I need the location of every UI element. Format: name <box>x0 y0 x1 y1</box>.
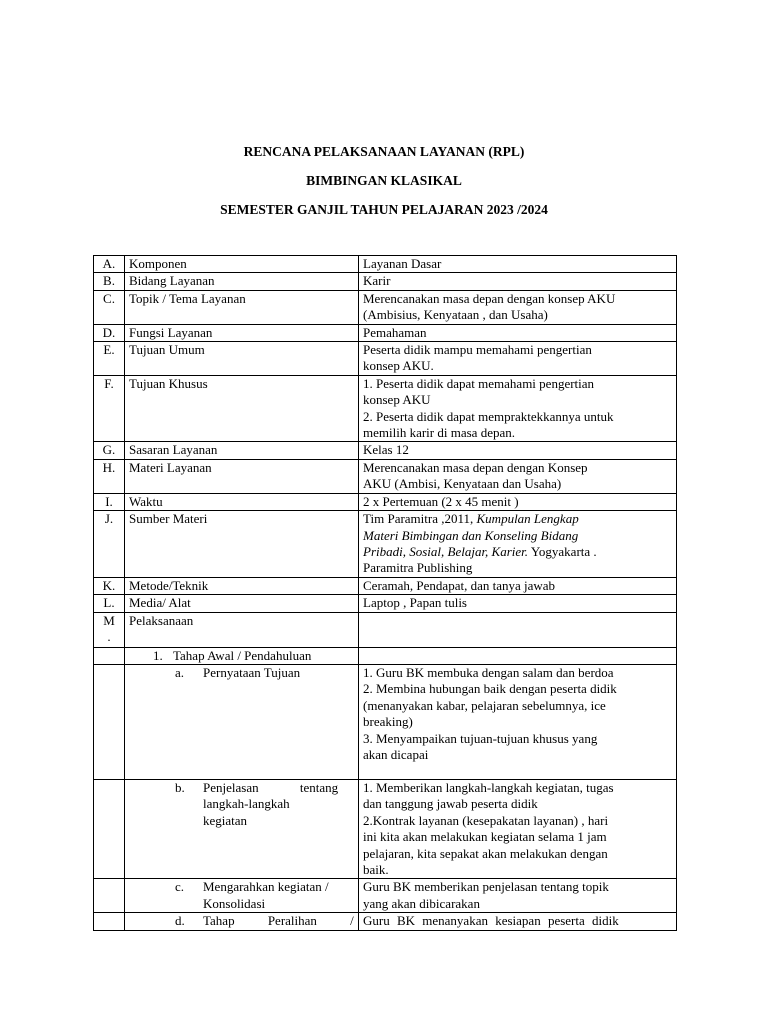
value-line: (menanyakan kabar, pelajaran sebelumnya, ice <box>363 697 606 713</box>
row-value: 2 x Pertemuan (2 x 45 menit ) <box>359 493 677 510</box>
table-row <box>94 647 677 664</box>
value-line: AKU (Ambisi, Kenyataan dan Usaha) <box>363 476 562 492</box>
row-code: J. <box>94 511 125 578</box>
title-line-3: SEMESTER GANJIL TAHUN PELAJARAN 2023 /2024 <box>220 202 548 217</box>
row-value <box>359 647 677 664</box>
source-city: Yogyakarta . <box>528 543 597 559</box>
row-value <box>359 612 677 647</box>
row-value: Karir <box>359 273 677 290</box>
table-row <box>94 913 677 930</box>
value-line: akan dicapai <box>363 746 429 762</box>
table-row <box>94 511 677 578</box>
row-label: Metode/Teknik <box>125 577 359 594</box>
value-line: breaking) <box>363 714 413 730</box>
row-label: Tujuan Khusus <box>125 375 359 442</box>
value-line: Merencanakan masa depan dengan Konsep <box>363 459 588 475</box>
row-value <box>359 664 677 779</box>
sub-step-title: Tahap Peralihan / <box>203 913 354 929</box>
row-code: G. <box>94 442 125 459</box>
row-label: Media/ Alat <box>125 595 359 612</box>
value-line: 1. Guru BK membuka dengan salam dan berdoa <box>363 664 614 680</box>
sub-step-label <box>125 664 359 779</box>
table-row <box>94 324 677 341</box>
table-row <box>94 273 677 290</box>
sub-step-label <box>125 879 359 913</box>
sub-step-title: Penjelasan tentang <box>203 779 339 795</box>
stage-title: Tahap Awal / Pendahuluan <box>173 647 312 663</box>
table-row <box>94 612 677 647</box>
value-line: memilih karir di masa depan. <box>363 425 515 441</box>
row-value: Guru BK menanyakan kesiapan peserta didik <box>359 913 677 930</box>
row-label: Sumber Materi <box>125 511 359 578</box>
value-line: yang akan dibicarakan <box>363 895 480 911</box>
row-code <box>94 664 125 779</box>
sub-step-title: Pernyataan Tujuan <box>203 664 301 680</box>
value-line: Merencanakan masa depan dengan konsep AKU <box>363 290 616 306</box>
value-line: Paramitra Publishing <box>363 560 473 576</box>
value-line: baik. <box>363 861 389 877</box>
table-row <box>94 256 677 273</box>
source-title-part: Kumpulan Lengkap <box>476 511 579 527</box>
table-row <box>94 459 677 493</box>
value-line: 1. Memberikan langkah-langkah kegiatan, tugas <box>363 779 614 795</box>
sub-step-letter: a. <box>175 664 185 680</box>
row-label: Fungsi Layanan <box>125 324 359 341</box>
sub-step-title: kegiatan <box>203 812 248 828</box>
row-value: Kelas 12 <box>359 442 677 459</box>
row-label: Sasaran Layanan <box>125 442 359 459</box>
row-value: Pemahaman <box>359 324 677 341</box>
table-row <box>94 879 677 913</box>
row-code <box>94 779 125 878</box>
value-line: 2. Membina hubungan baik dengan peserta didik <box>363 681 617 697</box>
row-code: E. <box>94 342 125 376</box>
sub-step-label <box>125 913 359 930</box>
value-line: Guru BK memberikan penjelasan tentang topik <box>363 879 609 895</box>
row-code <box>94 913 125 930</box>
document-titles <box>0 143 768 230</box>
value-line: 2.Kontrak layanan (kesepakatan layanan) , hari <box>363 812 609 828</box>
sub-step-label <box>125 779 359 878</box>
sub-step-letter: c. <box>175 879 185 895</box>
row-value <box>359 879 677 913</box>
table-row <box>94 442 677 459</box>
source-title-part: Materi Bimbingan dan Konseling Bidang <box>363 527 579 543</box>
row-label: Bidang Layanan <box>125 273 359 290</box>
value-line: konsep AKU. <box>363 358 434 374</box>
row-code: D. <box>94 324 125 341</box>
stage-label <box>125 647 359 664</box>
value-line: 3. Menyampaikan tujuan-tujuan khusus yang <box>363 730 598 746</box>
row-label: Topik / Tema Layanan <box>125 290 359 324</box>
row-code: K. <box>94 577 125 594</box>
table-row <box>94 493 677 510</box>
row-value <box>359 342 677 376</box>
row-code: L. <box>94 595 125 612</box>
value-line: pelajaran, kita sepakat akan melakukan dengan <box>363 845 608 861</box>
row-code: M . <box>94 612 125 647</box>
source-title-part: Pribadi, Sosial, Belajar, Karier. <box>363 543 529 559</box>
row-code: B. <box>94 273 125 290</box>
row-label: Materi Layanan <box>125 459 359 493</box>
table-row <box>94 577 677 594</box>
table-row <box>94 664 677 779</box>
sub-step-title: Konsolidasi <box>203 895 266 911</box>
value-line <box>363 511 672 527</box>
row-code: C. <box>94 290 125 324</box>
row-label: Waktu <box>125 493 359 510</box>
sub-step-letter: b. <box>175 779 185 795</box>
row-value <box>359 290 677 324</box>
table-row <box>94 779 677 878</box>
stage-number: 1. <box>153 647 163 663</box>
row-code <box>94 879 125 913</box>
row-code: H. <box>94 459 125 493</box>
row-label: Komponen <box>125 256 359 273</box>
row-code: I. <box>94 493 125 510</box>
table-row <box>94 290 677 324</box>
title-line-1: RENCANA PELAKSANAAN LAYANAN (RPL) <box>243 144 525 159</box>
row-label: Pelaksanaan <box>125 612 359 647</box>
value-line: (Ambisius, Kenyataan , dan Usaha) <box>363 307 548 323</box>
row-value: Layanan Dasar <box>359 256 677 273</box>
value-line: 2. Peserta didik dapat mempraktekkannya untuk <box>363 408 614 424</box>
row-code <box>94 647 125 664</box>
value-line: konsep AKU <box>363 392 431 408</box>
rpl-table <box>93 255 677 931</box>
table-row <box>94 342 677 376</box>
row-value <box>359 779 677 878</box>
row-code: F. <box>94 375 125 442</box>
row-label: Tujuan Umum <box>125 342 359 376</box>
title-line-2: BIMBINGAN KLASIKAL <box>306 173 462 188</box>
row-code: A. <box>94 256 125 273</box>
value-line <box>363 528 672 544</box>
value-line: 1. Peserta didik dapat memahami pengertian <box>363 375 595 391</box>
value-line <box>363 544 672 560</box>
table-row <box>94 595 677 612</box>
sub-step-title: langkah-langkah <box>203 796 290 812</box>
source-author: Tim Paramitra ,2011, <box>363 511 477 527</box>
row-value <box>359 511 677 578</box>
value-line: dan tanggung jawab peserta didik <box>363 796 538 812</box>
value-line: ini kita akan melakukan kegiatan selama 1 jam <box>363 829 607 845</box>
row-value <box>359 375 677 442</box>
sub-step-letter: d. <box>175 913 185 929</box>
row-value <box>359 459 677 493</box>
value-line: Peserta didik mampu memahami pengertian <box>363 342 592 358</box>
sub-step-title: Mengarahkan kegiatan / <box>203 879 329 895</box>
row-value: Laptop , Papan tulis <box>359 595 677 612</box>
table-row <box>94 375 677 442</box>
row-value: Ceramah, Pendapat, dan tanya jawab <box>359 577 677 594</box>
